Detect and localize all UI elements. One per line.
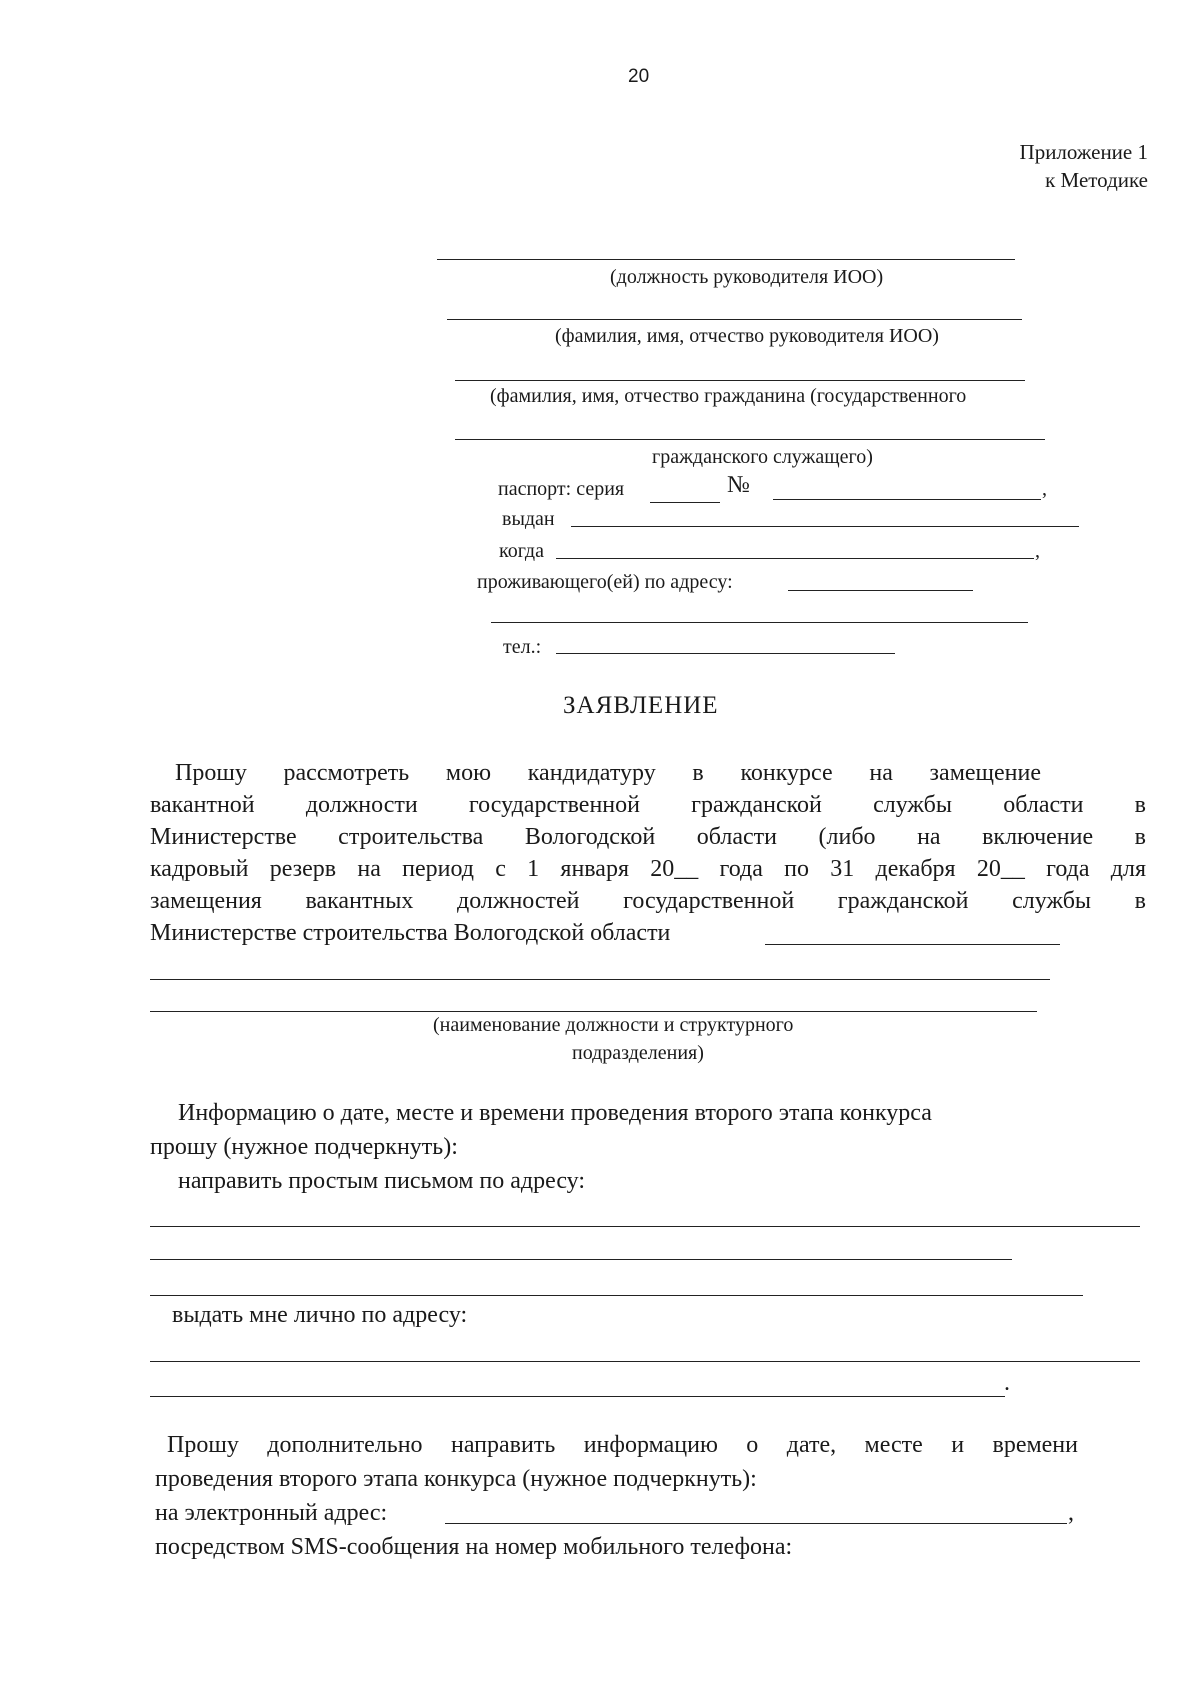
citizen-name-line-2: [455, 439, 1045, 440]
annex-note: [1020, 138, 1148, 194]
in-person-address-field-2: [150, 1396, 1005, 1397]
request-line-3: Министерстве строительства Вологодской области (либо на включение в: [150, 824, 1146, 850]
request-line-1: Прошу рассмотреть мою кандидатуру в конкурсе на замещение: [175, 760, 1041, 786]
head-name-line: [447, 319, 1022, 320]
position-caption: (должность руководителя ИОО): [610, 266, 884, 288]
in-person-option: выдать мне лично по адресу:: [172, 1302, 468, 1328]
passport-series-field: [650, 502, 720, 503]
issued-by-label: выдан: [502, 508, 555, 530]
passport-number-field: [773, 499, 1041, 500]
page-number: 20: [628, 66, 650, 87]
position-name-caption-2: подразделения): [572, 1042, 704, 1064]
request-line-2: вакантной должности государственной гражданской службы области в: [150, 792, 1146, 818]
request-line-5: замещения вакантных должностей государственной гражданской службы в: [150, 888, 1146, 914]
document-title: ЗАЯВЛЕНИЕ: [563, 692, 719, 719]
issued-when-comma: ,: [1035, 540, 1040, 562]
info-line-1: Информацию о дате, месте и времени проведения второго этапа конкурса: [178, 1100, 932, 1126]
request-line-4-wrap: [150, 856, 1146, 883]
passport-comma: ,: [1042, 478, 1047, 500]
phone-field: [556, 653, 895, 654]
issued-by-field: [571, 526, 1079, 527]
position-name-field-2: [150, 979, 1050, 980]
position-name-field-3: [150, 1011, 1037, 1012]
in-person-address-field-1: [150, 1361, 1140, 1362]
position-name-field-1: [765, 944, 1060, 945]
request-line-6: Министерстве строительства Вологодской области: [150, 920, 671, 946]
in-person-period: .: [1004, 1370, 1010, 1396]
email-option: на электронный адрес:: [155, 1500, 388, 1526]
email-comma: ,: [1068, 1500, 1074, 1526]
phone-label: тел.:: [503, 636, 542, 658]
head-name-caption: (фамилия, имя, отчество руководителя ИОО): [555, 325, 939, 347]
request-line-5-wrap: [150, 888, 1146, 915]
sms-option: посредством SMS-сообщения на номер мобильного телефона:: [155, 1534, 793, 1560]
address-field-1: [788, 590, 973, 591]
additional-line-1: Прошу дополнительно направить информацию о дате, месте и времени: [167, 1432, 1078, 1458]
additional-line-1-wrap: [167, 1432, 1078, 1459]
citizen-caption-1: (фамилия, имя, отчество гражданина (государственного: [490, 385, 967, 407]
citizen-caption-2: гражданского служащего): [652, 446, 873, 468]
residing-label: проживающего(ей) по адресу:: [477, 571, 733, 593]
mail-address-field-2: [150, 1259, 1012, 1260]
by-mail-option: направить простым письмом по адресу:: [178, 1168, 586, 1194]
additional-line-2: проведения второго этапа конкурса (нужное подчеркнуть):: [155, 1466, 757, 1492]
issued-when-label: когда: [499, 540, 544, 562]
mail-address-field-3: [150, 1295, 1083, 1296]
info-line-2: прошу (нужное подчеркнуть):: [150, 1134, 458, 1160]
passport-series-label: паспорт: серия: [498, 478, 625, 500]
request-line-1-wrap: [175, 760, 1041, 787]
citizen-name-line-1: [455, 380, 1025, 381]
email-field: [445, 1523, 1067, 1524]
passport-number-sign: №: [727, 472, 750, 498]
request-line-4: кадровый резерв на период с 1 января 20__ года по 31 декабря 20__ года для: [150, 856, 1146, 882]
request-line-2-wrap: [150, 792, 1146, 819]
mail-address-field-1: [150, 1226, 1140, 1227]
issued-when-field: [556, 558, 1034, 559]
address-field-2: [491, 622, 1028, 623]
request-line-3-wrap: [150, 824, 1146, 851]
annex-line-1: Приложение 1: [1019, 140, 1148, 164]
position-line: [437, 259, 1015, 260]
position-name-caption-1: (наименование должности и структурного: [433, 1014, 794, 1036]
annex-line-2: к Методике: [1045, 168, 1148, 192]
